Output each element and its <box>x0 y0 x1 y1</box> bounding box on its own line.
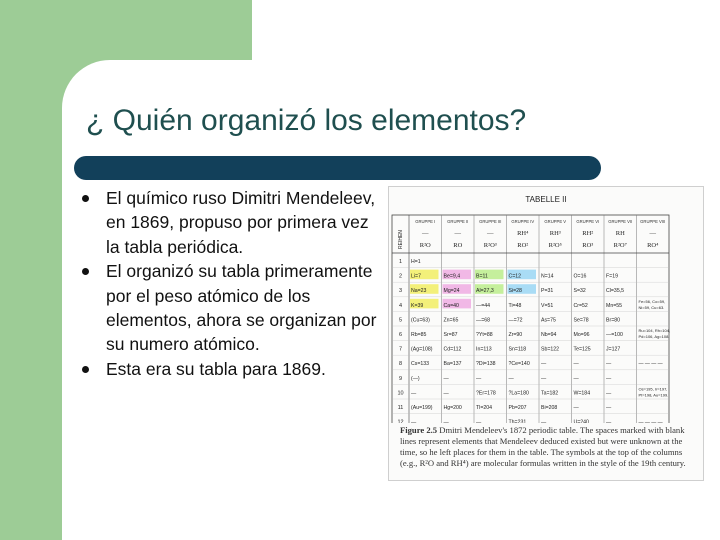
element-cell: — <box>443 419 449 423</box>
element-cell: — <box>606 390 612 397</box>
element-cell: N=14 <box>541 273 554 280</box>
figure-caption <box>400 425 700 469</box>
element-cell: Cd=112 <box>443 346 462 353</box>
element-cell: Cs=133 <box>411 361 430 368</box>
row-number: 1 <box>398 259 403 265</box>
group-formula-top: RH³ <box>549 230 561 237</box>
row-number: 2 <box>398 273 403 280</box>
element-cell: Se=78 <box>573 317 589 324</box>
bullet-text: El organizó su tabla primeramente por el peso atómico de los elementos, ahora se organizan por su numero atómico. <box>106 261 377 355</box>
group-formula-bottom: R²O³ <box>483 242 497 249</box>
element-cell: P=31 <box>541 288 554 295</box>
bullet-item <box>78 259 378 357</box>
row-number: 9 <box>398 375 403 382</box>
group-formula-bottom: R²O⁵ <box>548 242 562 249</box>
element-cell: (—) <box>411 375 420 382</box>
group-formula-bottom: RO³ <box>582 242 594 249</box>
periodic-table-drawing <box>389 187 703 423</box>
element-cell: Al=27,3 <box>476 288 494 295</box>
bullet-item <box>78 186 378 259</box>
row-header-label: REIHEN <box>398 230 404 249</box>
group-formula-bottom: RO⁴ <box>647 242 659 249</box>
element-cell: — <box>573 361 579 368</box>
green-left-band <box>0 0 62 540</box>
element-cell: — <box>443 390 449 397</box>
row-number: 7 <box>398 346 403 353</box>
row-number: 8 <box>398 361 403 368</box>
group-name: GRUPPE V <box>544 219 567 224</box>
element-cell: ?Yt=88 <box>476 332 493 338</box>
element-cell: K=39 <box>411 302 424 309</box>
group-name: GRUPPE IV <box>511 219 535 224</box>
element-cell: Si=28 <box>508 288 522 295</box>
group-name: GRUPPE VI <box>576 219 600 224</box>
element-cell: Sr=87 <box>443 332 458 338</box>
element-cell: ?La=180 <box>508 390 529 397</box>
element-cell: C=12 <box>508 273 522 280</box>
element-cell: Ba=137 <box>443 361 462 368</box>
element-cell: — <box>541 361 547 368</box>
element-cell: — <box>541 375 547 382</box>
element-cell: — <box>411 419 417 423</box>
bullet-text: El químico ruso Dimitri Mendeleev, en 1869, propuso por primera vez la tabla periódica. <box>106 188 376 257</box>
table-border <box>392 215 669 423</box>
caption-label: Figure 2.5 <box>400 425 438 435</box>
element-cell: Pt=198, Au=199. <box>638 392 669 398</box>
element-cell: — <box>573 405 579 411</box>
element-cell: Tl=204 <box>476 405 493 411</box>
row-number: 11 <box>397 405 404 411</box>
element-cell: — <box>476 419 482 423</box>
group-formula-top: — <box>487 230 494 237</box>
group-formula-bottom: R²O <box>419 242 431 249</box>
element-cell: Sn=118 <box>508 346 527 353</box>
element-cell: Ca=40 <box>443 302 459 309</box>
row-number: 6 <box>398 332 403 338</box>
element-cell: In=113 <box>476 346 492 353</box>
row-number: 5 <box>398 317 403 324</box>
element-cell: — <box>411 390 417 397</box>
element-cell: (Ag=108) <box>411 346 433 353</box>
element-cell: — <box>606 405 612 411</box>
element-cell: H=1 <box>411 259 421 265</box>
element-cell: Sb=122 <box>541 346 560 353</box>
group-formula-top: — <box>649 230 656 237</box>
group-name: GRUPPE III <box>479 219 502 224</box>
group-formula-top: RH² <box>582 230 594 237</box>
element-cell: Te=125 <box>573 346 591 353</box>
element-cell: Th=231 <box>508 419 527 423</box>
element-cell: V=51 <box>541 302 554 309</box>
group-name: GRUPPE I <box>415 219 436 224</box>
group-name: GRUPPE II <box>447 219 469 224</box>
group-formula-top: — <box>454 230 461 237</box>
bullet-list <box>78 186 378 381</box>
element-cell: ?Er=178 <box>476 390 496 397</box>
group-formula-top: — <box>422 230 429 237</box>
element-cell: U=240 <box>573 419 589 423</box>
element-cell: — <box>476 375 482 382</box>
bullet-dot-icon <box>82 195 89 202</box>
element-cell: O=16 <box>573 273 587 280</box>
element-cell: Cl=35,5 <box>606 288 625 295</box>
element-cell: Mo=96 <box>573 332 590 338</box>
group-formula-top: RH⁴ <box>517 230 529 237</box>
element-cell: — — — — <box>638 419 663 423</box>
element-cell: Pd=106, Ag=108. <box>638 334 670 339</box>
element-cell: — <box>606 375 612 382</box>
group-formula-top: RH <box>615 230 625 237</box>
element-cell: J=127 <box>606 346 621 353</box>
group-name: GRUPPE VIII <box>640 219 666 224</box>
group-formula-bottom: R²O⁷ <box>613 242 627 249</box>
element-cell: — <box>573 375 579 382</box>
group-name: GRUPPE VII <box>608 219 633 224</box>
element-cell: — <box>508 375 514 382</box>
element-cell: Ti=48 <box>508 302 522 309</box>
element-cell: F=19 <box>606 273 618 280</box>
element-cell: —=68 <box>476 317 490 324</box>
element-cell: S=32 <box>573 288 586 295</box>
slide-title: ¿ Quién organizó los elementos? <box>86 104 527 137</box>
group-formula-bottom: RO <box>453 242 463 249</box>
row-number: 4 <box>398 302 403 309</box>
element-cell: Rb=85 <box>411 332 427 338</box>
bullet-dot-icon <box>82 366 89 373</box>
element-cell: — <box>606 361 612 368</box>
element-cell: Br=80 <box>606 317 620 324</box>
element-cell: — — — — <box>638 361 663 368</box>
element-cell: Ru=104, Rh=104, <box>638 328 671 333</box>
bullet-item <box>78 357 378 381</box>
element-cell: Hg=200 <box>443 405 462 411</box>
title-underline-bar <box>74 156 601 180</box>
element-cell: W=184 <box>573 390 591 397</box>
element-cell: Zr=90 <box>508 332 523 338</box>
element-cell: —=100 <box>606 332 623 338</box>
row-number: 10 <box>397 390 404 397</box>
element-cell: Pb=207 <box>508 405 527 411</box>
bullet-dot-icon <box>82 268 89 275</box>
element-cell: Nb=94 <box>541 332 557 338</box>
element-cell: Ta=182 <box>541 390 559 397</box>
element-cell: —=72 <box>508 317 523 324</box>
element-cell: Bi=208 <box>541 405 558 411</box>
element-cell: Fe=56, Co=59, <box>638 298 666 304</box>
element-cell: —=44 <box>476 302 490 309</box>
element-cell: Ni=59, Cu=63. <box>638 304 665 310</box>
element-cell: Mn=55 <box>606 302 623 309</box>
caption-text: Dmitri Mendeleev's 1872 periodic table. The spaces marked with blank lines represent elements that Mendeleev deduced existed but were unknown at the time, so he left places for them in the table. The symbols at the top of the columns (e.g., R²O and RH⁴) are molecular formulas written in the style of the 19th century. <box>400 425 686 468</box>
row-number: 12 <box>397 419 404 423</box>
element-cell: (Cu=63) <box>411 317 430 324</box>
element-cell: Os=195, Ir=197, <box>638 386 668 392</box>
element-cell: Na=23 <box>411 288 427 295</box>
element-cell: B=11 <box>476 273 488 280</box>
element-cell: ?Di=138 <box>476 361 496 368</box>
element-cell: ?Ce=140 <box>508 361 530 368</box>
bullet-text: Esta era su tabla para 1869. <box>106 358 326 379</box>
group-formula-bottom: RO² <box>517 242 529 249</box>
element-cell: Li=7 <box>411 273 421 280</box>
element-cell: Mg=24 <box>443 288 460 295</box>
element-cell: Cr=52 <box>573 302 588 309</box>
row-number: 3 <box>398 288 403 295</box>
element-cell: Zn=65 <box>443 317 459 324</box>
element-cell: As=75 <box>541 317 556 324</box>
element-cell: — <box>606 419 612 423</box>
element-cell: — <box>443 375 449 382</box>
table-title: TABELLE II <box>525 195 567 204</box>
element-cell: (Au=199) <box>411 405 433 411</box>
element-cell: Be=9,4 <box>443 273 461 280</box>
element-cell: — <box>541 419 547 423</box>
